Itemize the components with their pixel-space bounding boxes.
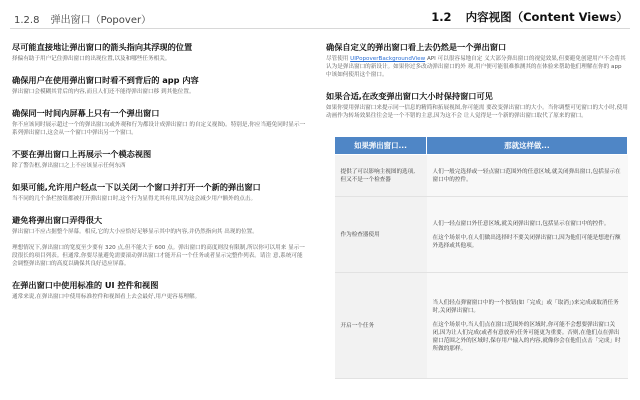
action-text: 当人们轻点弹窗窗口中的一个按钮(如「完成」或「取消」)来完成或取消任务时,关闭弹出窗口。: [432, 299, 619, 314]
guideline-body: 择偏有助于用户记住弹出窗口的出现位置,以及和哪些任务相关。: [12, 56, 171, 62]
guideline-title: 不要在弹出窗口上再展示一个模态视图: [12, 149, 152, 159]
guideline-title: 尽可能直接地让弹出窗口的箭头指向其浮现的位置: [12, 42, 193, 52]
body-text: 尽管使用: [326, 56, 351, 62]
table-row: [335, 155, 628, 197]
guideline-body: [326, 55, 628, 79]
guideline-section: [12, 182, 308, 203]
api-link[interactable]: UIPopoverBackgroundView: [350, 56, 426, 62]
table-header-action: 那就这样做...: [427, 137, 628, 155]
table-cell-action: [427, 273, 628, 379]
table-row: [335, 197, 628, 273]
action-text: 人们一般完选择或一轻点窗口范围外的任意区域,就关闭弹出窗口,包括显示在窗口中的控件。: [432, 168, 621, 183]
guideline-title: 如果可能,允许用户轻点一下以关闭一个窗口并打开一个新的弹出窗口: [12, 182, 261, 192]
table-cell-condition: 提供了可以影响主视图的选项,但又不是一个检查器: [335, 155, 427, 197]
table-header-row: [335, 137, 628, 155]
left-section-number: 1.2.8: [14, 15, 40, 26]
table-cell-action: [427, 197, 628, 273]
guideline-section: [12, 108, 308, 137]
guideline-section: [326, 42, 628, 79]
guideline-body: 如果你要用弹出窗口来提示同一信息的精简和拓展视图,你可能需 要改变弹出窗口的大小。当你调整可见窗口的大小时,使用动画作为转场效果往往会是一个不错的主意,因为这不会 让人觉得是一个新的弹出窗口取代了原来的窗口。: [326, 105, 628, 119]
table-cell-action: [427, 155, 628, 197]
right-header: [431, 9, 628, 25]
table-cell-condition: 作为检查器使用: [335, 197, 427, 273]
guideline-body: 通常来说,在弹出窗口中使用标准控件和视图看上去会最好,用户更容易理解。: [12, 294, 201, 300]
right-section-number: 1.2: [431, 10, 452, 24]
guideline-section: [12, 244, 308, 268]
right-column: [326, 42, 628, 120]
guideline-body: 你不应该同时展示超过一个的弹出窗口(或外观和行为都设计成弹出窗口 的自定义视图)。特别是,你应当避免同时显示一系列弹出窗口,这会从一个窗口中弹出另一个窗口。: [12, 122, 306, 136]
table-row: [335, 273, 628, 379]
right-section-title: 内容视图（Content Views）: [465, 10, 628, 24]
guideline-title: 避免将弹出窗口弄得很大: [12, 215, 103, 225]
page-header: [0, 0, 640, 30]
action-text: 在这个场景中,当人们点在窗口范围外的区域时,你可能不会想要弹出窗口关闭,因为让人们完成(或者有意放弃)任务可能更为重要。否则,在他们点在弹出窗口范围之外的区域时,保存用户输入的内容,就像你会在他们点击「完成」时所做的那样。: [432, 321, 621, 352]
guideline-section: [12, 42, 308, 63]
left-header: [14, 11, 151, 26]
header-divider: [10, 28, 630, 29]
table-cell-condition: 开启一个任务: [335, 273, 427, 379]
guideline-section: [12, 75, 308, 96]
guideline-section: [12, 149, 308, 170]
action-text: 在这个场景中,在人们做出选择时不要关闭弹出窗口,因为他们可能是想进行额外选择或其他项。: [432, 234, 621, 249]
guideline-section: [12, 215, 308, 236]
guideline-title: 如果合适,在改变弹出窗口大小时保持窗口可见: [326, 91, 493, 101]
guideline-title: 确保用户在使用弹出窗口时看不到背后的 app 内容: [12, 75, 199, 85]
guideline-section: [326, 91, 628, 120]
guideline-title: 确保自定义的弹出窗口看上去仍然是一个弹出窗口: [326, 42, 507, 52]
action-text: 人们一轻点窗口外任意区域,就关闭弹出窗口,包括显示在窗口中的控件。: [432, 220, 610, 227]
guideline-body: 弹出窗口会模糊其背后的内容,而且人们还不能得弹出窗口移 到其他位置。: [12, 89, 195, 95]
guideline-body: 理想情况下,弹出窗口的宽度至少要有 320 点,但不能大于 600 点。弹出窗口的高度则没有限制,所以你可以用来 显示一段很长的项目列表。但通常,你要尽量避免需要滚动弹出窗口才能开启一个任务或者显示完整作列表。请注 意,系统可能会调整弹出窗口的高度以确保其良好适应屏幕。: [12, 245, 305, 267]
popover-behavior-table: [334, 136, 628, 379]
guideline-section: [12, 280, 308, 301]
guideline-body: 当不同的几个条栏按钮都被打开弹出窗口时,这个行为显得尤其有用,因为这会减少用户额外的点击。: [12, 196, 257, 202]
left-section-title: 弹出窗口（Popover）: [50, 15, 152, 26]
guideline-body: 弹出窗口不应占据整个屏幕。相反,它的大小应恰好足够显示其中的内容,并仍然指向其 出现的位置。: [12, 229, 258, 235]
body-text: API 可以很容易地自定 义大部分弹出窗口的视觉效果,但要避免创建用户不会将其认为是弹出窗口的新设计。如果你过多改动弹出窗口的外 观,用户便可能很难推测其的在体验来帮助他们理解在你的 app 中该如何使用这个窗口。: [326, 56, 626, 78]
guideline-title: 在弹出窗口中使用标准的 UI 控件和视图: [12, 280, 159, 290]
table-header-condition: 如果弹出窗口...: [335, 137, 427, 155]
guideline-body: 除了警告框,弹出窗口之上不应该显示任何东西: [12, 163, 126, 169]
guideline-title: 确保同一时间内屏幕上只有一个弹出窗口: [12, 108, 160, 118]
left-column: [12, 42, 308, 301]
